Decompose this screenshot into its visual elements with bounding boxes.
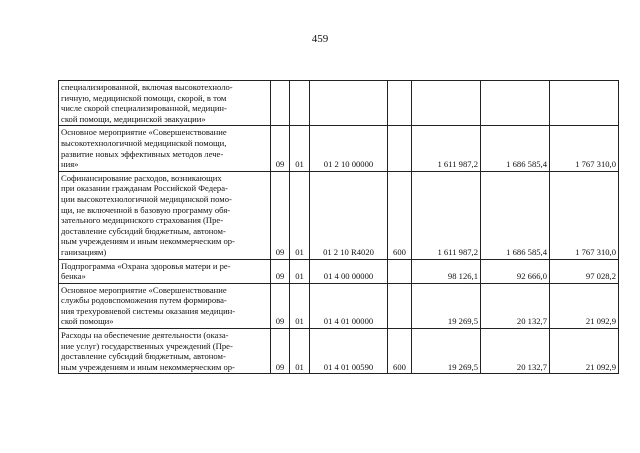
- table-row: [59, 171, 619, 259]
- expense-type-cell: [388, 81, 412, 126]
- item-name: Основное мероприятие «Совершенствование высокотехнологичной медицинской помощи, развитие новых эффективных методов лече- ния»: [61, 127, 227, 170]
- table-row: [59, 259, 619, 283]
- section-cell: [271, 81, 290, 126]
- amount-year3-cell: 21 092,9: [550, 283, 619, 328]
- expense-type-cell: [388, 283, 412, 328]
- amount-year1-cell: 98 126,1: [412, 259, 481, 283]
- budget-table: [58, 80, 619, 374]
- item-name: Подпрограмма «Охрана здоровья матери и ре- бенка»: [61, 260, 231, 282]
- amount-year2-cell: 1 686 585,4: [481, 126, 550, 171]
- item-name: Расходы на обеспечение деятельности (оказа- ние услуг) государственных учреждений (Пре- доставление субсидий бюджетным, автоном- ным учреждениям и иным некоммерческим ор-: [61, 330, 235, 372]
- subsection-cell: 01: [290, 171, 310, 259]
- expense-type-cell: [388, 126, 412, 171]
- expense-type-cell: 600: [388, 171, 412, 259]
- amount-year1-cell: 19 269,5: [412, 283, 481, 328]
- amount-year2-cell: 1 686 585,4: [481, 171, 550, 259]
- subsection-cell: 01: [290, 126, 310, 171]
- section-cell: 09: [271, 283, 290, 328]
- table-body: [59, 81, 619, 374]
- amount-year2-cell: 20 132,7: [481, 283, 550, 328]
- expense-type-cell: 600: [388, 329, 412, 374]
- section-cell: 09: [271, 259, 290, 283]
- page-number: 459: [311, 33, 329, 45]
- amount-year3-cell: 1 767 310,0: [550, 171, 619, 259]
- target-article-cell: 01 4 00 00000: [310, 259, 388, 283]
- item-name: Основное мероприятие «Совершенствование службы родовспоможения путем формирова- ния трехуровневой системы оказания медицин- ской помощи»: [61, 284, 236, 327]
- amount-year1-cell: 19 269,5: [412, 329, 481, 374]
- amount-year2-cell: 92 666,0: [481, 259, 550, 283]
- subsection-cell: 01: [290, 329, 310, 374]
- amount-year2-cell: 20 132,7: [481, 329, 550, 374]
- item-name-cell: [59, 126, 271, 171]
- table-row: [59, 81, 619, 126]
- target-article-cell: 01 2 10 R4020: [310, 171, 388, 259]
- table-row: [59, 126, 619, 171]
- table-row: [59, 329, 619, 374]
- section-cell: 09: [271, 171, 290, 259]
- expense-type-cell: [388, 259, 412, 283]
- amount-year1-cell: 1 611 987,2: [412, 126, 481, 171]
- item-name: специализированной, включая высокотехноло- гичную, медицинской помощи, скорой, в том числе скорой специализированной, медицин- ской помощи, медицинской эвакуации»: [61, 82, 233, 124]
- item-name-cell: [59, 171, 271, 259]
- item-name: Софинансирование расходов, возникающих при оказании гражданам Российской Федера- ции высокотехнологичной медицинской помо- щи, не включенной в базовую программу обя- зательного медицинского страхования (Пре- доставление субсидий бюджетным, автоном- ным учреждениям и иным некоммерческим ор- ганизациям): [61, 172, 235, 257]
- subsection-cell: 01: [290, 259, 310, 283]
- item-name-cell: [59, 259, 271, 283]
- target-article-cell: 01 4 01 00590: [310, 329, 388, 374]
- section-cell: 09: [271, 329, 290, 374]
- target-article-cell: 01 2 10 00000: [310, 126, 388, 171]
- amount-year2-cell: [481, 81, 550, 126]
- item-name-cell: [59, 329, 271, 374]
- table-row: [59, 283, 619, 328]
- amount-year1-cell: [412, 81, 481, 126]
- item-name-cell: [59, 283, 271, 328]
- target-article-cell: [310, 81, 388, 126]
- target-article-cell: 01 4 01 00000: [310, 283, 388, 328]
- section-cell: 09: [271, 126, 290, 171]
- item-name-cell: [59, 81, 271, 126]
- amount-year3-cell: 1 767 310,0: [550, 126, 619, 171]
- subsection-cell: 01: [290, 283, 310, 328]
- amount-year1-cell: 1 611 987,2: [412, 171, 481, 259]
- amount-year3-cell: 97 028,2: [550, 259, 619, 283]
- amount-year3-cell: 21 092,9: [550, 329, 619, 374]
- subsection-cell: [290, 81, 310, 126]
- amount-year3-cell: [550, 81, 619, 126]
